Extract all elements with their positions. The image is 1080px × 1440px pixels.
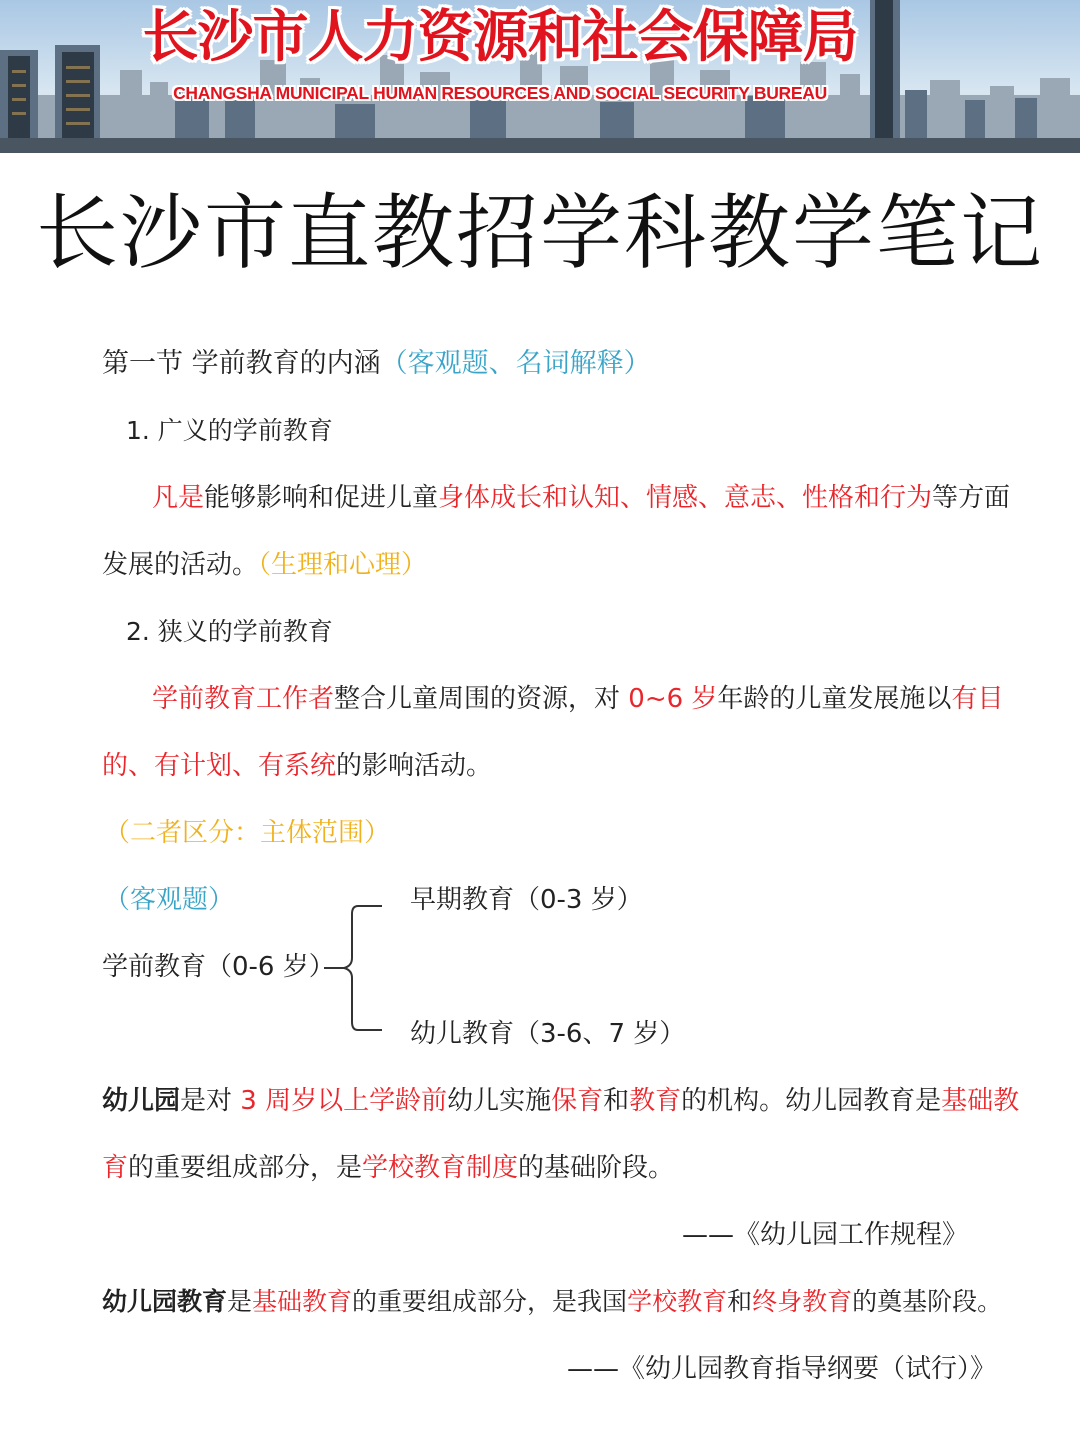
- item1-heading: 1. 广义的学前教育: [126, 416, 333, 445]
- kg-highlight: 学校教育制度: [362, 1153, 519, 1183]
- item1-paragraph-line2: [102, 547, 427, 583]
- gl-text: 是: [227, 1287, 253, 1316]
- brace-connector: [320, 900, 390, 1040]
- item1-text: 能够影响和促进儿童: [204, 483, 439, 513]
- item1-paragraph-line1: [152, 480, 1010, 516]
- gl-highlight: 终身教育: [752, 1287, 853, 1316]
- item2-paragraph-line1: [152, 681, 1003, 717]
- item2-text: 的影响活动。: [336, 751, 493, 781]
- gl-highlight: 学校教育: [627, 1287, 728, 1316]
- kindergarten-source: ——《幼儿园工作规程》: [681, 1220, 968, 1250]
- bureau-name: 长沙市人力资源和社会保障局: [142, 5, 858, 70]
- kindergarten-paragraph-line1: [102, 1083, 1019, 1119]
- item1-highlight: 身体成长和认知、情感、意志、性格和行为: [438, 483, 933, 513]
- diagram-root: 学前教育（0-6 岁）: [102, 952, 335, 982]
- gl-text: 的重要组成部分，是我国: [352, 1287, 628, 1316]
- kg-highlight: 育: [102, 1153, 129, 1183]
- section-heading: [102, 346, 651, 382]
- item1-highlight: 凡是: [152, 483, 205, 513]
- kg-text: 的重要组成部分，是: [128, 1153, 363, 1183]
- item2-paragraph-line2: [102, 748, 492, 784]
- gl-highlight: 基础教育: [252, 1287, 353, 1316]
- gl-bold: 幼儿园教育: [102, 1287, 228, 1316]
- item2-highlight: 0~6 岁: [628, 684, 718, 714]
- diagram-tag: （客观题）: [104, 885, 235, 915]
- item2-highlight: 有目: [951, 684, 1004, 714]
- item1-text: 发展的活动。: [102, 550, 259, 580]
- item2-text: 年龄的儿童发展施以: [717, 684, 952, 714]
- bureau-english-name: CHANGSHA MUNICIPAL HUMAN RESOURCES AND SOCIAL SECURITY BUREAU: [173, 83, 827, 103]
- gl-text: 的奠基阶段。: [852, 1287, 1003, 1316]
- diagram-branch-kindergarten: 幼儿教育（3-6、7 岁）: [410, 1019, 686, 1049]
- kg-text: 的基础阶段。: [518, 1153, 675, 1183]
- item2-note: （二者区分：主体范围）: [104, 818, 391, 848]
- item2-heading: 2. 狭义的学前教育: [126, 617, 333, 646]
- kg-highlight: 保育: [551, 1086, 604, 1116]
- diagram-branch-early: 早期教育（0-3 岁）: [410, 885, 643, 915]
- section-tag: （客观题、名词解释）: [380, 348, 651, 379]
- kg-highlight: 3 周岁以上学龄前: [240, 1086, 448, 1116]
- kg-text: 是对: [180, 1086, 241, 1116]
- item2-highlight: 的、有计划、有系统: [102, 751, 337, 781]
- item2-highlight: 学前教育工作者: [152, 684, 335, 714]
- guideline-source: ——《幼儿园教育指导纲要（试行）》: [566, 1354, 996, 1384]
- kg-bold: 幼儿园: [102, 1086, 181, 1116]
- section-heading-text: 第一节 学前教育的内涵: [102, 348, 381, 379]
- kg-text: 和: [603, 1086, 630, 1116]
- kg-text: 幼儿实施: [447, 1086, 552, 1116]
- page-title: 长沙市直教招学科教学笔记: [35, 186, 1044, 281]
- kg-text: 的机构。幼儿园教育是: [681, 1086, 942, 1116]
- kindergarten-paragraph-line2: [102, 1150, 674, 1186]
- kg-highlight: 基础教: [941, 1086, 1020, 1116]
- item2-text: 整合儿童周围的资源，对: [334, 684, 629, 714]
- gl-text: 和: [727, 1287, 753, 1316]
- header-banner: [0, 0, 1080, 153]
- kg-highlight: 教育: [629, 1086, 682, 1116]
- item1-text: 等方面: [932, 483, 1011, 513]
- item1-note: （生理和心理）: [258, 550, 428, 580]
- guideline-paragraph: [102, 1284, 1002, 1320]
